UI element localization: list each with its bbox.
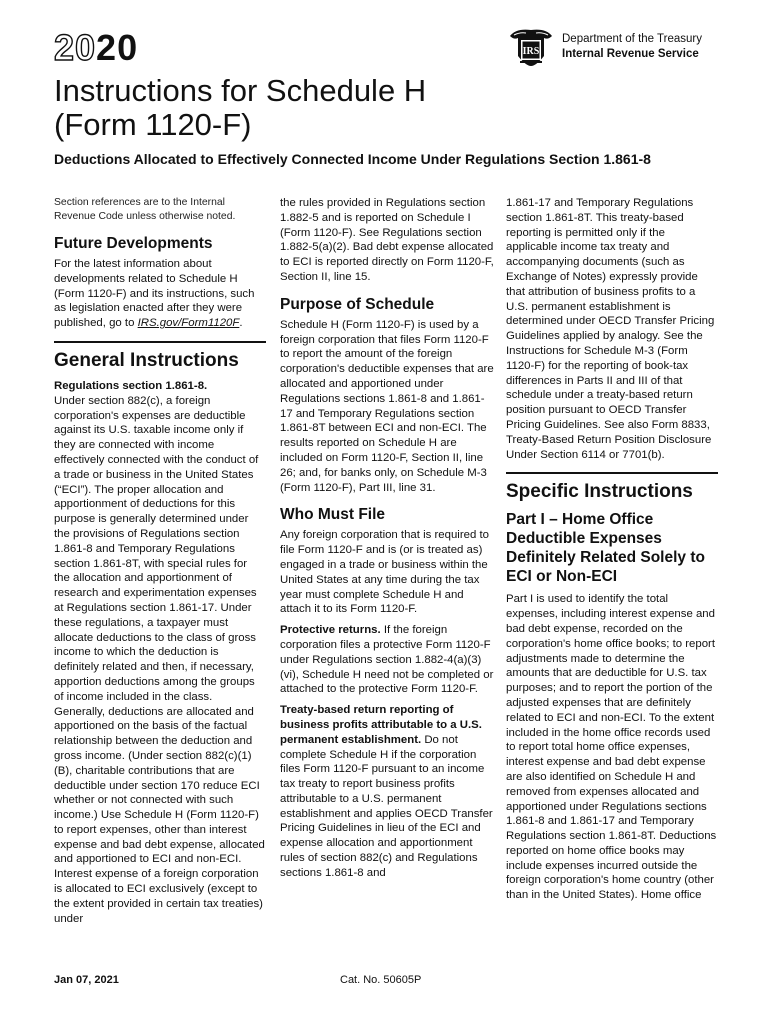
document-subtitle: Deductions Allocated to Effectively Connected Income Under Regulations Section 1.861-8 [54, 151, 651, 167]
footer-date: Jan 07, 2021 [54, 974, 119, 986]
purpose-heading: Purpose of Schedule [280, 295, 435, 313]
specific-instructions-heading: Specific Instructions [506, 472, 718, 504]
column-2 [280, 196, 494, 887]
protective-returns-paragraph [280, 623, 494, 697]
treaty-continuation: 1.861-17 and Temporary Regulations section 1.861-8T. This treaty-based reporting is permitted only if the applicable income tax treaty and accompanying documents (such as Exchange of Notes) expressly provide that attribution of business profits to a U.S. permanent establishment is determined under OECD Transfer Pricing Guidelines applied by analogy. See the Instructions for Schedule M-3 (Form 1120-F) for the reporting of book-tax differences in Parts II and III of that schedule under a treaty-based return position pursuant to OECD Transfer Pricing Guidelines. See also Form 8833, Treaty-Based Return Position Disclosure Under Section 6114 or 7701(b). [506, 197, 715, 461]
title-line-2: (Form 1120-F) [54, 107, 252, 142]
treaty-label: Treaty-based return reporting of business profits attributable to a U.S. permanent establishment. [280, 704, 482, 746]
future-end: . [239, 317, 243, 330]
regulations-paragraph [54, 379, 266, 926]
column-1 [54, 196, 266, 932]
catalog-number: Cat. No. 50605P [340, 974, 422, 986]
form-year [54, 28, 138, 68]
agency-block [506, 26, 766, 70]
irs-eagle-logo-icon [506, 26, 556, 68]
column-3 [506, 196, 718, 909]
future-text: For the latest information about developments related to Schedule H (Form 1120-F) and its instructions, such as legislation enacted after they were published, go to [54, 258, 255, 330]
protective-returns-label: Protective returns. [280, 624, 381, 637]
future-developments-heading: Future Developments [54, 235, 213, 252]
who-must-file-text: Any foreign corporation that is required to file Form 1120-F and is (or is treated as) engaged in a trade or business within the United States at any time during the tax year must complete Schedule H and attach it to its Form 1120-F. [280, 529, 489, 616]
treaty-text: Do not complete Schedule H if the corporation files Form 1120-F pursuant to an income tax treaty to report business profits attributable to a U.S. permanent establishment and applies OECD Transfer Pricing Guidelines in lieu of the ECI and expense allocation and apportionment rules of section 882(c) and Regulations sections 1.861-8 and [280, 733, 493, 879]
title-line-1: Instructions for Schedule H [54, 73, 427, 108]
part-1-heading: Part I – Home Office Deductible Expenses Definitely Related Solely to ECI or Non-ECI [506, 511, 705, 586]
protective-returns-text: If the foreign corporation files a protective Form 1120-F under Regulations section 1.882-4(a)(3)(vi), Schedule H need not be completed or attached to the protective Form 1120-F. [280, 624, 494, 696]
year-outline: 20 [54, 27, 97, 68]
treaty-paragraph [280, 703, 494, 881]
regulations-text: Under section 882(c), a foreign corporation's expenses are deductible against its U.S. taxable income only if they are connected with income effectively connected with the conduct of a trade or business in the United States (“ECI”). The proper allocation and apportionment of deductions for this purpose is generally determined under the provisions of Regulations section 1.861-8 and Temporary Regulations section 1.861-8T, with special rules for the allocation and apportionment of research and experimentation expenses at Regulations section 1.861-17. Under these regulations, a taxpayer must allocate deductions to the class of gross income to which the deduction is definitely related and then, if necessary, apportion deductions among the groups of income included in the class. Generally, deductions are allocated and apportioned on the basis of the factual relationship between the deduction and gross income. (Under section 882(c)(1)(B), charitable contributions that are deductible under section 170 reduce ECI whether or not connected with such income.) Use Schedule H (Form 1120-F) to report expenses, other than interest expense and bad debt expense, allocated and apportioned to ECI and non-ECI. Interest expense of a foreign corporation is allocated to ECI exclusively (except to the extent provided in certain tax treaties) under [54, 394, 265, 925]
intro-note: Section references are to the Internal Revenue Code unless otherwise noted. [54, 197, 236, 222]
who-must-file-heading: Who Must File [280, 506, 386, 524]
department-name: Department of the Treasury [562, 33, 702, 45]
part-1-text: Part I is used to identify the total expenses, including interest expense and bad debt expense, recorded on the corporation's home office books; to report adjustments made to determine the amounts that are deductible for U.S. tax purposes; and to report the portion of the adjusted expenses that are definitely related to ECI and non-ECI. To the extent included in the home office records used to report total home office expenses, interest expense and bad debt expense are also identified on Schedule H and removed from expenses allocated and apportioned under Regulations sections 1.861-8 and 1.861-17 and Temporary Regulations section 1.861-8T. Deductions reported on home office books may include expenses incurred outside the foreign corporation's home country (other than in the United States). Home office [506, 593, 717, 902]
general-instructions-heading: General Instructions [54, 341, 266, 373]
agency-name: Internal Revenue Service [562, 48, 699, 60]
logo-text: IRS [522, 46, 540, 57]
purpose-text: Schedule H (Form 1120-F) is used by a foreign corporation that files Form 1120-F to report the amount of the foreign corporation's deductible expenses that are allocated and apportioned under Regulations sections 1.861-8 and 1.861-17 and Temporary Regulations section 1.861-8T between ECI and non-ECI. The results reported on Schedule H are included on Form 1120-F, Section II, line 26; and, for banks only, on Schedule M-3 (Form 1120-F), Part III, line 31. [280, 318, 494, 494]
future-developments-text [54, 257, 266, 331]
regulations-label: Regulations section 1.861-8. [54, 379, 208, 392]
document-title [54, 74, 534, 142]
interest-continuation: the rules provided in Regulations section 1.882-5 and is reported on Schedule I (Form 1120-F). See Regulations section 1.882-5(a)(2). Bad debt expense allocated to ECI is reported directly on Form 1120-F, Section II, line 15. [280, 197, 494, 283]
irs-form-link[interactable]: IRS.gov/Form1120F [137, 317, 240, 330]
year-solid: 20 [96, 27, 139, 68]
